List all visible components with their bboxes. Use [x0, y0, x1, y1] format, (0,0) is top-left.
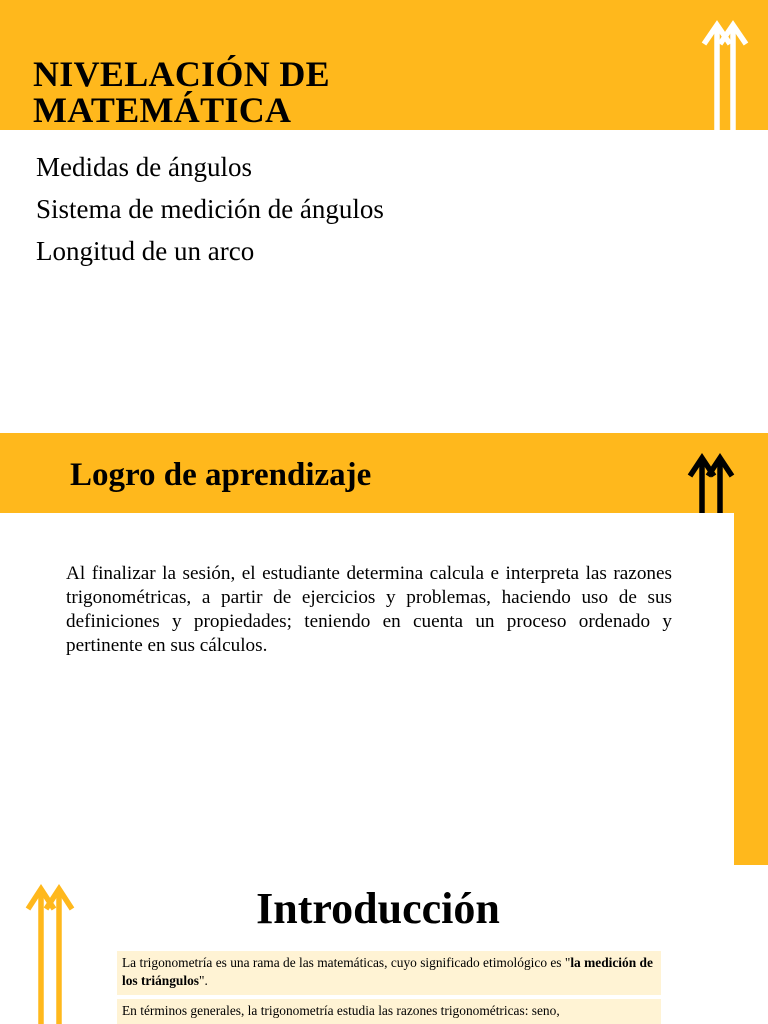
topic-item: Medidas de ángulos: [36, 152, 252, 182]
topic-item: Longitud de un arco: [36, 236, 255, 266]
double-up-arrow-icon: [700, 18, 750, 130]
slide-title: [0, 0, 768, 415]
learning-goal-text: Al finalizar la sesión, el estudiante determina calcula e interpreta las razones trigonométricas, a partir de ejercicios y problemas, haciendo uso de sus definiciones y propiedades; teniendo en cuenta un proceso ordenado y pertinente en sus cálculos.: [66, 563, 672, 656]
definition-text: La trigonometría es una rama de las matemáticas, cuyo significado etimológico es ": [122, 955, 571, 970]
general-terms-box: [117, 999, 661, 1024]
general-terms-text: En términos generales, la trigonometría estudia las razones trigonométricas: seno,: [122, 1003, 560, 1018]
definition-emphasis: la medición de los triángulos: [122, 955, 653, 988]
side-band: [734, 513, 768, 865]
definition-box: [117, 951, 661, 995]
topics-list: [36, 146, 384, 272]
title-line-2: MATEMÁTICA: [33, 90, 292, 130]
definition-text-end: ".: [199, 973, 208, 988]
topic-item: Sistema de medición de ángulos: [36, 194, 384, 224]
introduction-heading: Introducción: [256, 884, 500, 933]
title-line-1: NIVELACIÓN DE: [33, 54, 330, 94]
slide-introduction: [0, 865, 768, 1024]
double-up-arrow-icon: [687, 453, 735, 513]
presentation-title: [33, 56, 330, 128]
learning-goal-heading: Logro de aprendizaje: [70, 457, 372, 493]
slide-learning-goal: [0, 433, 768, 865]
